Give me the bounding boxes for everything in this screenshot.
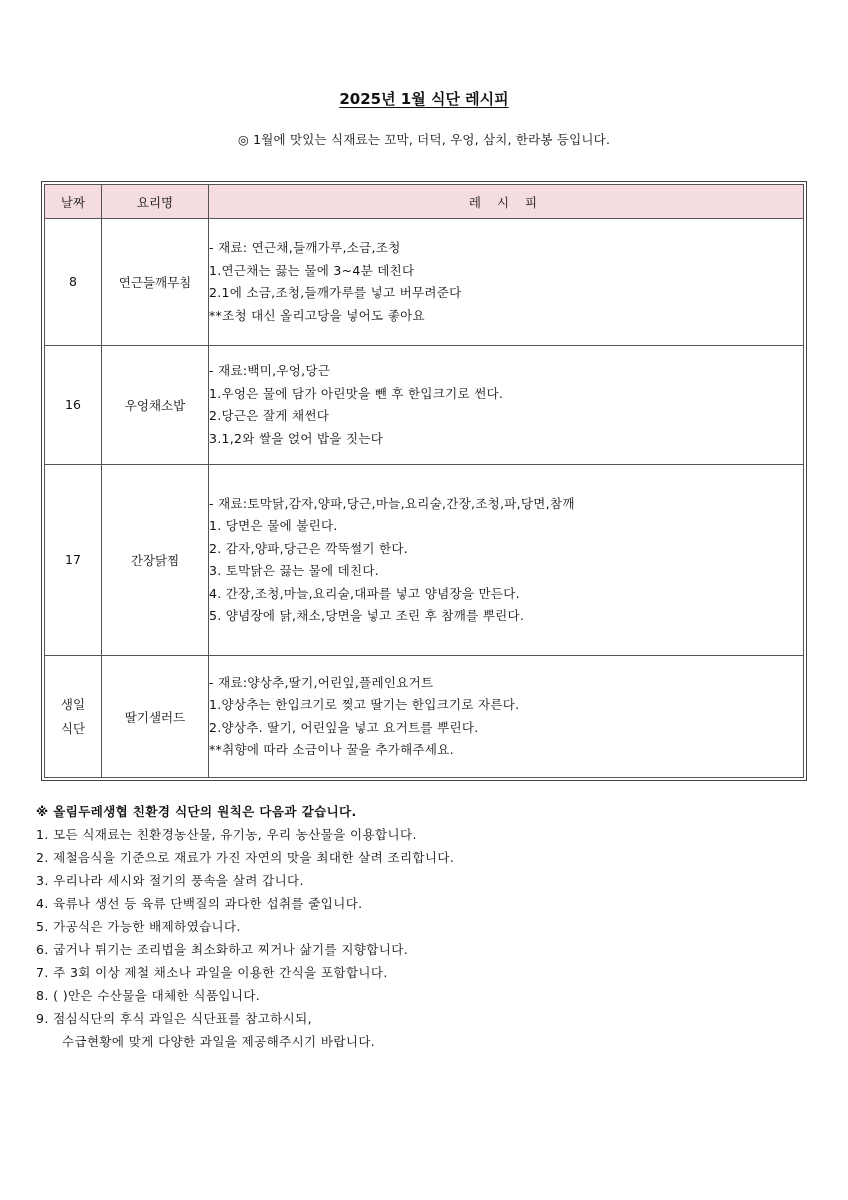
principle-item: 5. 가공식은 가능한 배제하였습니다. bbox=[36, 919, 241, 934]
header-dish-name: 요리명 bbox=[102, 185, 209, 219]
row-recipe bbox=[209, 465, 804, 656]
page-title-text: 2025년 1월 식단 레시피 bbox=[339, 90, 509, 108]
row-date-line: 생일 bbox=[60, 696, 86, 712]
principle-item: 9. 점심식단의 후식 과일은 식단표를 참고하시되, bbox=[36, 1011, 312, 1026]
row-date: 16 bbox=[45, 346, 102, 465]
row-recipe bbox=[209, 656, 804, 778]
table-row bbox=[45, 656, 804, 778]
recipe-step: 2.당근은 잘게 채썬다 bbox=[209, 408, 330, 423]
recipe-ingredients: - 재료:백미,우엉,당근 bbox=[209, 363, 331, 378]
recipe-step: 2.양상추. 딸기, 어린잎을 넣고 요거트를 뿌린다. bbox=[209, 719, 479, 735]
principle-item: 7. 주 3회 이상 제철 채소나 과일을 이용한 간식을 포함합니다. bbox=[36, 965, 388, 980]
recipe-step: 1. 당면은 물에 불린다. bbox=[209, 518, 338, 533]
row-date: 17 bbox=[45, 465, 102, 656]
recipe-ingredients: - 재료: 연근채,들깨가루,소금,조청 bbox=[209, 240, 401, 255]
row-dish-name: 딸기샐러드 bbox=[102, 656, 209, 778]
recipe-step: 2.1에 소금,조청,들깨가루를 넣고 버무려준다 bbox=[209, 285, 462, 300]
recipe-step: 1.연근채는 끓는 물에 3~4분 데친다 bbox=[209, 262, 415, 278]
header-recipe: 레 시 피 bbox=[209, 185, 804, 219]
recipe-tip: **취향에 따라 소금이나 꿀을 추가해주세요. bbox=[209, 742, 454, 757]
page-subtitle: ◎ 1월에 맛있는 식재료는 꼬막, 더덕, 우엉, 삼치, 한라봉 등입니다. bbox=[237, 132, 611, 147]
recipe-tip: **조청 대신 올리고당을 넣어도 좋아요 bbox=[209, 307, 425, 323]
row-dish-name: 연근들깨무침 bbox=[102, 219, 209, 346]
recipe-step: 3.1,2와 쌀을 얹어 밥을 짓는다 bbox=[209, 430, 384, 446]
principle-item: 8. ( )안은 수산물을 대체한 식품입니다. bbox=[36, 988, 261, 1003]
principles-heading: ※ 올림두레생협 친환경 식단의 원칙은 다음과 같습니다. bbox=[36, 804, 357, 819]
principle-item: 6. 굽거나 튀기는 조리법을 최소화하고 찌거나 삶기를 지향합니다. bbox=[36, 942, 409, 957]
row-date: 8 bbox=[45, 219, 102, 346]
principle-item-continuation: 수급현황에 맞게 다양한 과일을 제공해주시기 바랍니다. bbox=[62, 1034, 376, 1049]
header-date: 날짜 bbox=[45, 185, 102, 219]
page-title bbox=[0, 88, 848, 109]
principle-item: 4. 육류나 생선 등 육류 단백질의 과다한 섭취를 줄입니다. bbox=[36, 896, 363, 911]
recipe-table bbox=[44, 184, 804, 778]
recipe-step: 4. 간장,조청,마늘,요리술,대파를 넣고 양념장을 만든다. bbox=[209, 585, 520, 601]
row-recipe bbox=[209, 346, 804, 465]
principle-item: 2. 제철음식을 기준으로 재료가 가진 자연의 맛을 최대한 살려 조리합니다. bbox=[36, 850, 455, 865]
recipe-step: 1.양상추는 한입크기로 찢고 딸기는 한입크기로 자른다. bbox=[209, 697, 520, 712]
recipe-step: 5. 양념장에 닭,채소,당면을 넣고 조린 후 참깨를 뿌린다. bbox=[209, 608, 525, 623]
recipe-step: 2. 감자,양파,당근은 깍뚝썰기 한다. bbox=[209, 540, 409, 556]
row-date-line: 식단 bbox=[60, 720, 86, 736]
table-header-row bbox=[45, 185, 804, 219]
table-row bbox=[45, 465, 804, 656]
table-row bbox=[45, 346, 804, 465]
principle-item: 3. 우리나라 세시와 절기의 풍속을 살려 갑니다. bbox=[36, 873, 304, 888]
row-dish-name: 간장닭찜 bbox=[102, 465, 209, 656]
row-date bbox=[45, 656, 102, 778]
recipe-ingredients: - 재료:토막닭,감자,양파,당근,마늘,요리술,간장,조청,파,당면,참깨 bbox=[209, 495, 575, 511]
table-row bbox=[45, 219, 804, 346]
recipe-step: 1.우엉은 물에 담가 아린맛을 뺀 후 한입크기로 썬다. bbox=[209, 385, 504, 401]
principle-item: 1. 모든 식재료는 친환경농산물, 유기농, 우리 농산물을 이용합니다. bbox=[36, 827, 417, 842]
row-recipe bbox=[209, 219, 804, 346]
recipe-step: 3. 토막닭은 끓는 물에 데친다. bbox=[209, 563, 380, 578]
principles-section bbox=[36, 800, 816, 1053]
row-dish-name: 우엉채소밥 bbox=[102, 346, 209, 465]
recipe-ingredients: - 재료:양상추,딸기,어린잎,플레인요거트 bbox=[209, 674, 434, 690]
